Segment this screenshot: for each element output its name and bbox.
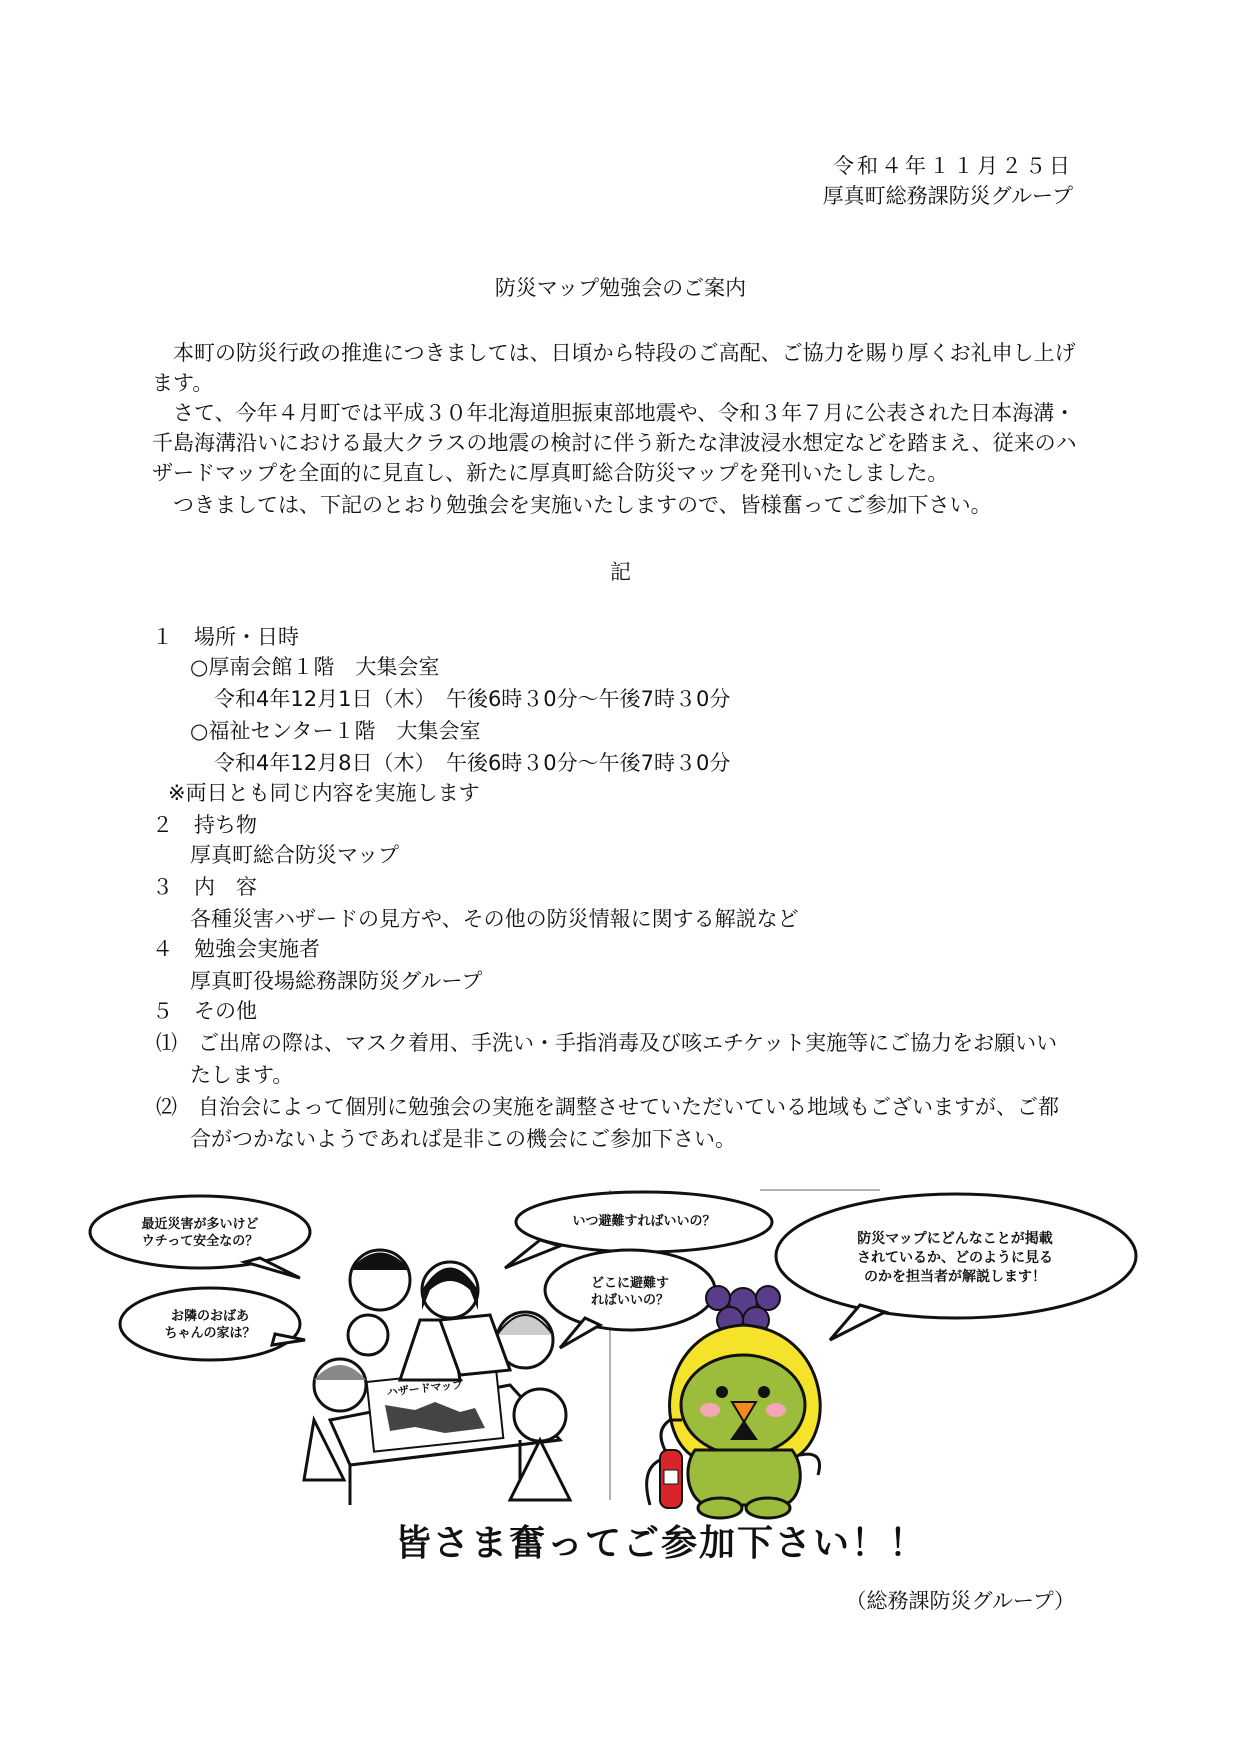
body-line: ザードマップを全面的に見直し、新たに厚真町総合防災マップを発刊いたしました。 (152, 461, 949, 485)
item-sub: 合がつかないようであれば是非この機会にご参加下さい。 (190, 1127, 736, 1151)
item-heading: ３ 内 容 (152, 875, 257, 899)
item-heading: ５ その他 (152, 999, 257, 1023)
hazard-map-label: ハザードマップ (386, 1378, 464, 1399)
venue-2: ○福祉センター１階 大集会室 (190, 719, 481, 743)
item-sub: ⑵ 自治会によって個別に勉強会の実施を調整させていただいている地域もございますが、ご都 (156, 1095, 1059, 1119)
venue-1: ○厚南会館１階 大集会室 (190, 655, 440, 679)
bubble-5-text: 防災マップにどんなことが掲載 されているか、どのように見る のかを担当者が解説します！ (857, 1231, 1053, 1285)
body-line: 千島海溝沿いにおける最大クラスの地震の検討に伴う新たな津波浸水想定などを踏まえ、従来のハ (152, 431, 1077, 455)
bubble-2-text: お隣のおばあ ちゃんの家は？ (164, 1309, 256, 1341)
body-line: つきましては、下記のとおり勉強会を実施いたしますので、皆様奮ってご参加下さい。 (152, 493, 992, 517)
item-body: 厚真町役場総務課防災グループ (190, 969, 483, 993)
item-heading: ２ 持ち物 (152, 813, 257, 837)
person-icon (514, 1389, 566, 1441)
body-line: さて、今年４月町では平成３０年北海道胆振東部地震や、令和３年７月に公表された日本海溝・ (152, 401, 1076, 425)
item-sub: ⑴ ご出席の際は、マスク着用、手洗い・手指消毒及び咳エチケット実施等にご協力をお願いい (156, 1031, 1058, 1055)
datetime-2: 令和4年12月8日（木） 午後6時３0分～午後7時３0分 (214, 751, 731, 775)
footer-signature: （総務課防災グループ） (845, 1589, 1075, 1613)
note: ※両日とも同じ内容を実施します (168, 781, 480, 805)
item-heading: ４ 勉強会実施者 (152, 937, 320, 961)
sender-name: 厚真町総務課防災グループ (822, 184, 1073, 208)
datetime-1: 令和4年12月1日（木） 午後6時３0分～午後7時３0分 (214, 687, 731, 711)
bubble-3-text: いつ避難すればいいの？ (572, 1214, 716, 1229)
item-sub: たします。 (190, 1063, 294, 1087)
body-line: ます。 (152, 371, 214, 395)
body-line: 本町の防災行政の推進につきましては、日頃から特段のご高配、ご協力を賜り厚くお礼申し上げ (152, 341, 1076, 365)
ki-marker: 記 (610, 560, 631, 584)
item-body: 各種災害ハザードの見方や、その他の防災情報に関する解説など (190, 907, 799, 931)
mascot-icon (670, 1286, 820, 1518)
item-body: 厚真町総合防災マップ (190, 843, 400, 867)
bubble-1-text: 最近災害が多いけど ウチって安全なの？ (141, 1217, 259, 1249)
bubble-4-text: どこに避難す ればいいの？ (590, 1276, 669, 1308)
call-to-action: 皆さま奮ってご参加下さい！！ (395, 1523, 928, 1564)
child-icon (348, 1315, 388, 1355)
document-date: 令和４年１１月２５日 (833, 154, 1073, 178)
document-title: 防災マップ勉強会のご案内 (494, 276, 747, 300)
item-heading: １ 場所・日時 (152, 625, 299, 649)
